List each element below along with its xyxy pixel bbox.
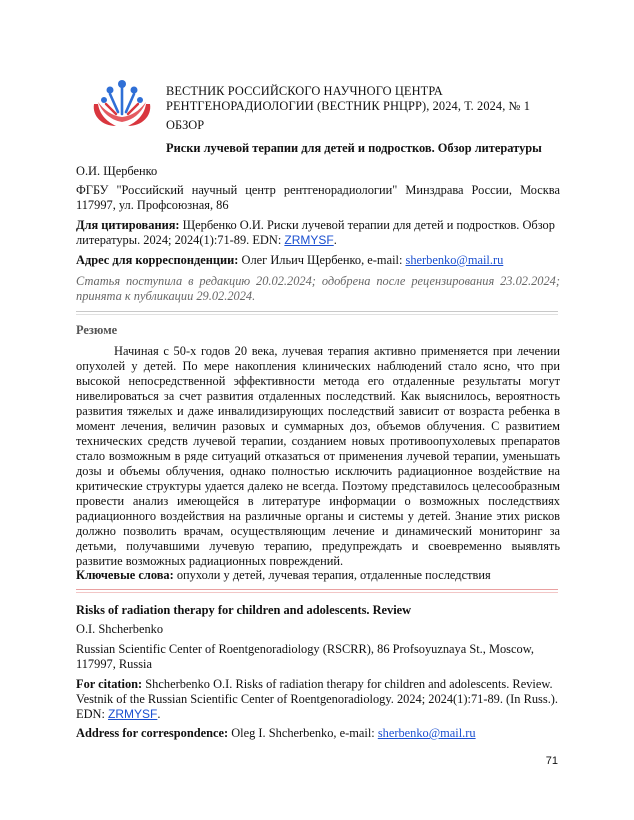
citation-end-en: . <box>157 707 161 721</box>
keywords-label: Ключевые слова: <box>76 568 174 582</box>
correspondence-ru <box>76 253 560 268</box>
citation-label-en: For citation: <box>76 677 143 691</box>
section-type: ОБЗОР <box>166 118 205 132</box>
journal-title-line2: РЕНТГЕНОРАДИОЛОГИИ (ВЕСТНИК РНЦРР), 2024, Т. 2024, № 1 <box>166 99 531 113</box>
citation-ru <box>76 218 560 248</box>
article-title-en: Risks of radiation therapy for children and adolescents. Review <box>76 603 412 617</box>
citation-end-ru: . <box>333 233 337 247</box>
email-link-en[interactable]: sherbenko@mail.ru <box>377 726 476 740</box>
author-ru: О.И. Щербенко <box>76 164 158 178</box>
correspondence-text-ru: Олег Ильич Щербенко, e-mail: <box>238 253 406 267</box>
correspondence-label-ru: Адрес для корреспонденции: <box>76 253 239 267</box>
divider <box>76 589 558 590</box>
page-number: 71 <box>545 755 558 767</box>
correspondence-text-en: Oleg I. Shcherbenko, e-mail: <box>228 726 378 740</box>
email-link-ru[interactable]: sherbenko@mail.ru <box>405 253 504 267</box>
article-title-ru: Риски лучевой терапии для детей и подростков. Обзор литературы <box>166 141 542 155</box>
author-en: O.I. Shcherbenko <box>76 622 164 636</box>
journal-logo-icon <box>88 76 156 128</box>
keywords-ru <box>76 568 560 583</box>
abstract-heading: Резюме <box>76 323 118 337</box>
affiliation-en: Russian Scientific Center of Roentgenoradiology (RSCRR), 86 Profsoyuznaya St., Moscow, 117997, Russia <box>76 642 534 671</box>
edn-link-en[interactable]: ZRMYSF <box>108 707 158 721</box>
divider <box>76 311 558 312</box>
keywords-text: опухоли у детей, лучевая терапия, отдаленные последствия <box>173 568 491 582</box>
received-dates: Статья поступила в редакцию 20.02.2024; одобрена после рецензирования 23.02.2024; принята к публикации 29.02.2024. <box>76 274 560 303</box>
correspondence-en <box>76 726 560 741</box>
journal-header <box>166 84 586 114</box>
correspondence-label-en: Address for correspondence: <box>76 726 229 740</box>
affiliation-ru: ФГБУ "Российский научный центр рентгенорадиологии" Минздрава России, Москва 117997, ул. Профсоюзная, 86 <box>76 183 560 212</box>
edn-link-ru[interactable]: ZRMYSF <box>284 233 334 247</box>
citation-label-ru: Для цитирования: <box>76 218 180 232</box>
citation-text-en: Shcherbenko O.I. Risks of radiation therapy for children and adolescents. Review. Vestnik of the Russian Scientific Center of Roentgenoradiology. 2024; 2024(1):71-89. (In Russ.). EDN: <box>76 677 559 721</box>
journal-title-line1: ВЕСТНИК РОССИЙСКОГО НАУЧНОГО ЦЕНТРА <box>166 84 443 98</box>
abstract-text: Начиная с 50-х годов 20 века, лучевая терапия активно применяется при лечении опухолей у детей. По мере накопления клинических наблюдений стало ясно, что при высокой непосредственной эффективности метода его отдаленные результаты могут нивелироваться за счет развития отдаленных последствий. Как выяснилось, вероятность развития тяжелых и даже инвалидизирующих последствий зависит от возраста ребенка в момент лечения, величин разовых и суммарных доз, объемов облучения. С развитием технических средств лучевой терапии, созданием новых противоопухолевых препаратов стало возможным в ряде ситуаций отказаться от применения лучевой терапии, уменьшать дозы и объемы облучения, однако полностью исключить радиационное воздействие на критические структуры удается далеко не всегда. Поэтому представилось целесообразным провести анализ имеющейся в литературе информации о возможных последствиях радиационного воздействия на различные органы и системы у детей. Знание этих рисков должно позволить врачам, осуществляющим лечение и динамический мониторинг за детьми, получавшими лучевую терапию, предупреждать и своевременно выявлять развитие возможных радиационных повреждений. <box>76 344 560 568</box>
divider <box>76 592 558 593</box>
divider <box>76 314 558 315</box>
citation-en <box>76 677 560 722</box>
citation-text-ru: Щербенко О.И. Риски лучевой терапии для детей и подростков. Обзор литературы. 2024; 2024(1):71-89. EDN: <box>76 218 555 247</box>
